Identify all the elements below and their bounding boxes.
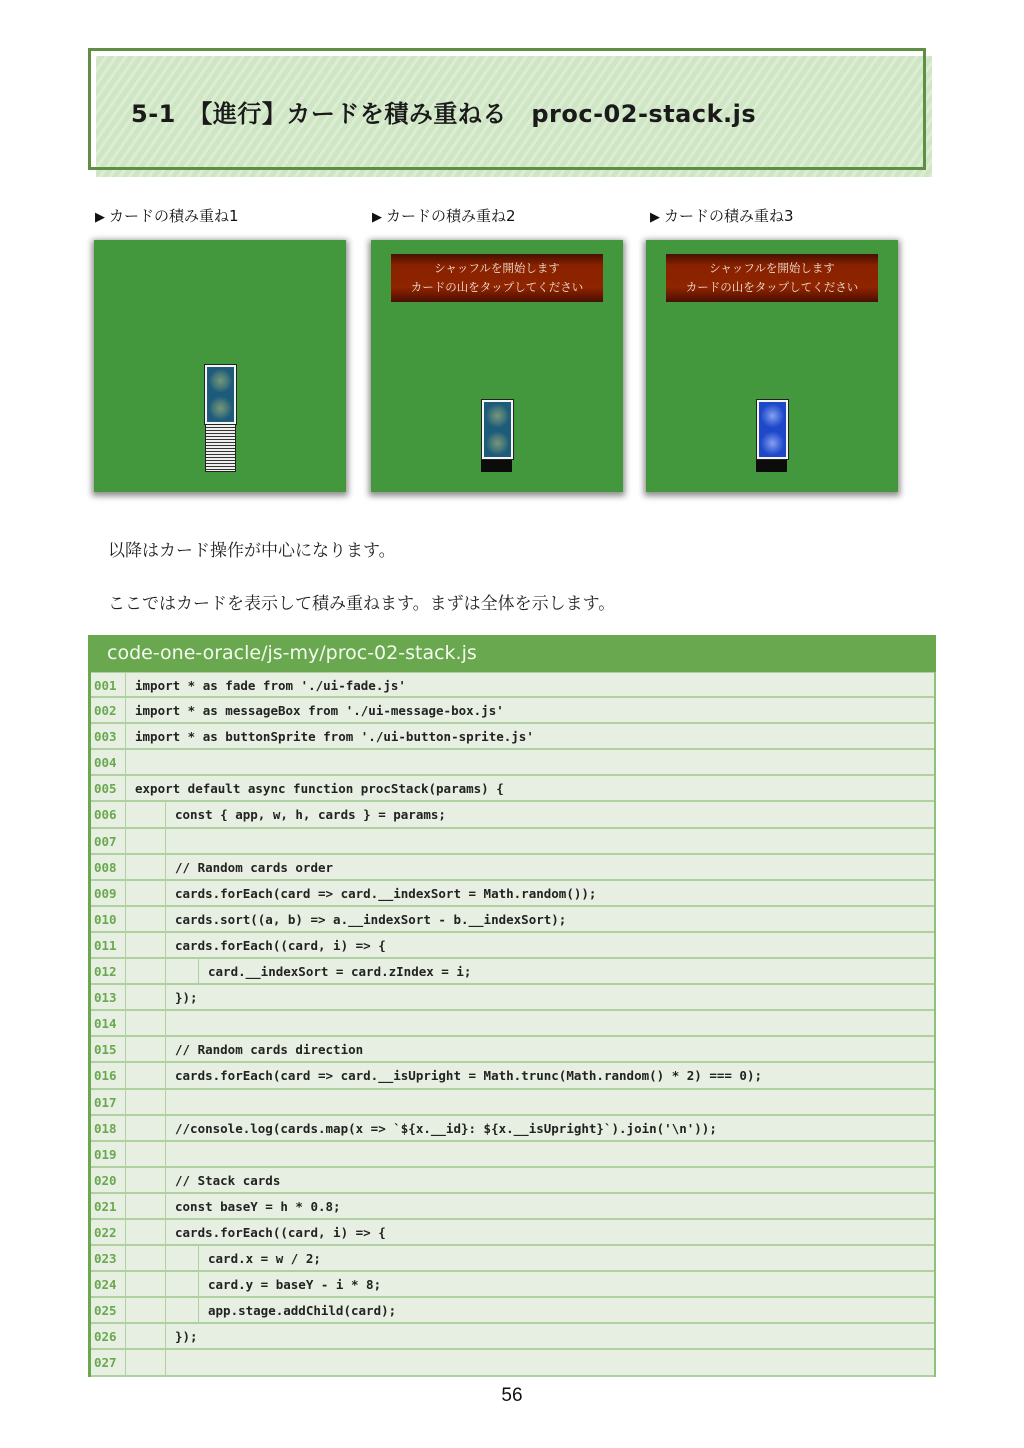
indent-guide — [126, 1324, 166, 1348]
code-line — [91, 724, 934, 750]
line-number: 004 — [91, 750, 126, 774]
paragraph-description: ここではカードを表示して積み重ねます。まずは全体を示します。 — [108, 594, 616, 614]
indent-guide — [126, 1011, 166, 1035]
card-back-teal — [205, 365, 236, 424]
indent-guide — [166, 1298, 199, 1322]
triangle-right-icon: ▶ — [650, 210, 660, 225]
indent-guide — [126, 1298, 166, 1322]
card-back-blue[interactable] — [757, 400, 788, 459]
code-line — [91, 1272, 934, 1298]
line-number: 024 — [91, 1272, 126, 1296]
code-text: }); — [175, 990, 198, 1006]
code-line — [91, 1246, 934, 1272]
code-text: cards.forEach(card => card.__isUpright = Math.trunc(Math.random() * 2) === 0); — [175, 1068, 762, 1084]
line-number: 005 — [91, 776, 126, 800]
caption-stack-2 — [372, 205, 516, 226]
code-text: card.y = baseY - i * 8; — [208, 1277, 382, 1293]
message-line-1: シャッフルを開始します — [709, 261, 835, 275]
code-line — [91, 1011, 934, 1037]
code-text: cards.sort((a, b) => a.__indexSort - b.__indexSort); — [175, 911, 567, 927]
line-number: 027 — [91, 1350, 126, 1374]
line-number: 018 — [91, 1116, 126, 1140]
indent-guide — [126, 1037, 166, 1061]
triangle-right-icon: ▶ — [95, 210, 105, 225]
line-number: 010 — [91, 907, 126, 931]
code-text: }); — [175, 1329, 198, 1345]
code-text: card.__indexSort = card.zIndex = i; — [208, 964, 472, 980]
code-line — [91, 829, 934, 855]
line-number: 011 — [91, 933, 126, 957]
indent-guide — [126, 1116, 166, 1140]
screenshot-stack-1 — [94, 240, 346, 492]
code-text: // Stack cards — [175, 1172, 281, 1188]
card-back-teal[interactable] — [482, 400, 513, 459]
indent-guide — [126, 907, 166, 931]
line-number: 012 — [91, 959, 126, 983]
indent-guide — [166, 1246, 199, 1270]
code-text: const { app, w, h, cards } = params; — [175, 807, 446, 823]
indent-guide — [126, 1168, 166, 1192]
code-text: cards.forEach((card, i) => { — [175, 937, 386, 953]
line-number: 022 — [91, 1220, 126, 1244]
message-box — [666, 254, 878, 302]
code-line — [91, 881, 934, 907]
message-line-1: シャッフルを開始します — [434, 261, 560, 275]
caption-label: カードの積み重ね1 — [109, 207, 239, 225]
code-filename: code-one-oracle/js-my/proc-02-stack.js — [88, 635, 936, 672]
page-number: 56 — [501, 1385, 523, 1406]
code-text — [126, 750, 135, 774]
line-number: 025 — [91, 1298, 126, 1322]
message-box — [391, 254, 603, 302]
section-title: 5-1 【進行】カードを積み重ねる proc-02-stack.js — [131, 100, 757, 128]
line-number: 002 — [91, 698, 126, 722]
line-number: 021 — [91, 1194, 126, 1218]
code-line — [91, 1220, 934, 1246]
code-line — [91, 1090, 934, 1116]
indent-guide — [126, 829, 166, 853]
line-number: 015 — [91, 1037, 126, 1061]
card-deck-edges — [205, 424, 236, 472]
code-line — [91, 1063, 934, 1089]
code-line — [91, 1298, 934, 1324]
indent-guide — [126, 959, 166, 983]
code-text — [166, 1011, 175, 1035]
code-line — [91, 802, 934, 828]
card-deck-shadow — [756, 459, 787, 472]
code-line — [91, 672, 934, 698]
indent-guide — [126, 1220, 166, 1244]
caption-stack-1 — [95, 205, 239, 226]
indent-guide — [126, 1090, 166, 1114]
screenshot-stack-2 — [371, 240, 623, 492]
caption-label: カードの積み重ね3 — [664, 207, 794, 225]
line-number: 020 — [91, 1168, 126, 1192]
code-text: import * as messageBox from './ui-message-box.js' — [135, 703, 504, 719]
code-line — [91, 1194, 934, 1220]
line-number: 023 — [91, 1246, 126, 1270]
code-line — [91, 1116, 934, 1142]
indent-guide — [126, 1350, 166, 1374]
line-number: 017 — [91, 1090, 126, 1114]
line-number: 001 — [91, 673, 126, 696]
code-line — [91, 776, 934, 802]
indent-guide — [126, 1194, 166, 1218]
code-text: //console.log(cards.map(x => `${x.__id}: ${x.__isUpright}`).join('\n')); — [175, 1120, 717, 1136]
indent-guide — [126, 1063, 166, 1087]
line-number: 006 — [91, 802, 126, 826]
indent-guide — [126, 985, 166, 1009]
indent-guide — [126, 881, 166, 905]
indent-guide — [126, 933, 166, 957]
message-line-2: カードの山をタップしてください — [685, 280, 859, 294]
indent-guide — [126, 802, 166, 826]
indent-guide — [126, 1246, 166, 1270]
line-number: 016 — [91, 1063, 126, 1087]
code-text: const baseY = h * 0.8; — [175, 1198, 341, 1214]
caption-stack-3 — [650, 205, 794, 226]
code-line — [91, 1142, 934, 1168]
code-line — [91, 750, 934, 776]
code-text: import * as buttonSprite from './ui-button-sprite.js' — [135, 729, 534, 745]
line-number: 019 — [91, 1142, 126, 1166]
line-number: 009 — [91, 881, 126, 905]
line-number: 014 — [91, 1011, 126, 1035]
code-line — [91, 1037, 934, 1063]
screenshot-stack-3 — [646, 240, 898, 492]
indent-guide — [126, 1272, 166, 1296]
code-line — [91, 1324, 934, 1350]
code-text: // Random cards direction — [175, 1042, 364, 1058]
indent-guide — [166, 959, 199, 983]
indent-guide — [126, 1142, 166, 1166]
code-line — [91, 985, 934, 1011]
code-text — [166, 829, 175, 853]
message-line-2: カードの山をタップしてください — [410, 280, 584, 294]
code-text: cards.forEach((card, i) => { — [175, 1224, 386, 1240]
line-number: 026 — [91, 1324, 126, 1348]
code-text — [166, 1090, 175, 1114]
caption-label: カードの積み重ね2 — [386, 207, 516, 225]
card-deck-shadow — [481, 459, 512, 472]
indent-guide — [166, 1272, 199, 1296]
code-line — [91, 1350, 934, 1376]
code-line — [91, 855, 934, 881]
line-number: 008 — [91, 855, 126, 879]
paragraph-intro: 以降はカード操作が中心になります。 — [108, 541, 396, 561]
line-number: 007 — [91, 829, 126, 853]
code-listing — [88, 672, 936, 1377]
line-number: 013 — [91, 985, 126, 1009]
line-number: 003 — [91, 724, 126, 748]
code-line — [91, 933, 934, 959]
code-text: // Random cards order — [175, 859, 334, 875]
code-line — [91, 1168, 934, 1194]
code-line — [91, 959, 934, 985]
code-text: card.x = w / 2; — [208, 1251, 321, 1267]
indent-guide — [126, 855, 166, 879]
code-text — [166, 1350, 175, 1374]
code-text: app.stage.addChild(card); — [208, 1303, 397, 1319]
triangle-right-icon: ▶ — [372, 210, 382, 225]
code-line — [91, 698, 934, 724]
code-line — [91, 907, 934, 933]
code-text — [166, 1142, 175, 1166]
code-text: export default async function procStack(params) { — [135, 781, 504, 797]
code-text: import * as fade from './ui-fade.js' — [135, 678, 406, 693]
code-text: cards.forEach(card => card.__indexSort = Math.random()); — [175, 885, 597, 901]
